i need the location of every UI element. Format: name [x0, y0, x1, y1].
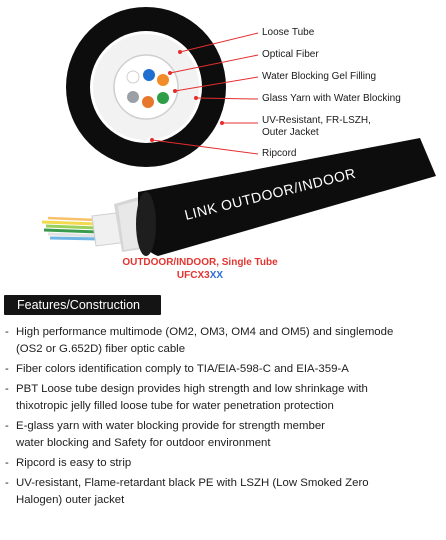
feature-line: E-glass yarn with water blocking provide for strength member [16, 420, 325, 432]
feature-line: Fiber colors identification comply to TIA/EIA-598-C and EIA-359-A [16, 363, 349, 375]
list-item [4, 381, 444, 415]
feature-line: PBT Loose tube design provides high strength and low shrinkage with [16, 383, 368, 395]
feature-line-cont: thixotropic jelly filled loose tube for water penetration protection [16, 400, 334, 412]
feature-line-cont: water blocking and Safety for outdoor environment [16, 437, 271, 449]
list-item [4, 475, 444, 509]
loose-tube [114, 55, 178, 119]
exposed-fibers [42, 218, 100, 239]
callout-gel-filling: Water Blocking Gel Filling [262, 71, 377, 82]
features-list [4, 324, 444, 512]
callout-ripcord: Ripcord [262, 148, 297, 159]
callout-glass-yarn: Glass Yarn with Water Blocking [262, 93, 401, 104]
caption-title: OUTDOOR/INDOOR, Single Tube [122, 257, 278, 268]
model-prefix: UFCX3 [176, 270, 210, 281]
section-title: Features/Construction [17, 298, 140, 312]
fiber-white [127, 71, 139, 83]
callout-optical-fiber: Optical Fiber [262, 49, 319, 60]
callout-outer-jacket-l2: Outer Jacket [262, 127, 319, 138]
cable-print-text: LINK OUTDOOR/INDOOR [182, 164, 358, 223]
cable-side-view [42, 138, 436, 256]
feature-line: Ripcord is easy to strip [16, 457, 132, 469]
list-item [4, 324, 444, 358]
cross-section [66, 7, 226, 167]
callout-loose-tube: Loose Tube [262, 27, 315, 38]
list-item [4, 361, 444, 378]
feature-line: UV-resistant, Flame-retardant black PE with LSZH (Low Smoked Zero [16, 477, 369, 489]
feature-line-cont: Halogen) outer jacket [16, 494, 125, 506]
caption-model [0, 270, 400, 281]
fiber-gray [127, 91, 139, 103]
fiber-blue [143, 69, 155, 81]
fiber-brown [142, 96, 154, 108]
fiber-green [157, 92, 169, 104]
feature-line: High performance multimode (OM2, OM3, OM4 and OM5) and singlemode [16, 326, 394, 338]
model-suffix: XX [209, 270, 224, 281]
list-item [4, 418, 444, 452]
fiber-orange [157, 74, 169, 86]
features-section-header [4, 295, 161, 315]
feature-line-cont: (OS2 or G.652D) fiber optic cable [16, 343, 186, 355]
list-item [4, 455, 444, 472]
callout-outer-jacket-l1: UV-Resistant, FR-LSZH, [262, 115, 371, 126]
